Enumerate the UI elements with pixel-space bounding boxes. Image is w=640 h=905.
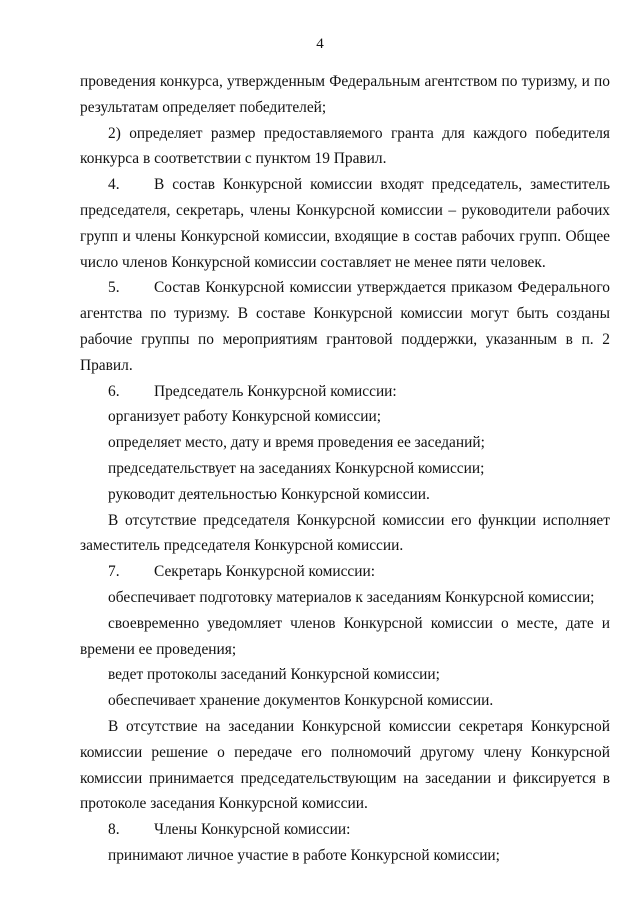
- paragraph-item-5: [80, 275, 610, 378]
- list-item: [80, 404, 610, 430]
- paragraph-text: В отсутствие на заседании Конкурсной комиссии секретаря Конкурсной комиссии решение о передаче его полномочий другому члену Конкурсной комиссии принимается председательствующим на заседании и фиксируется в протоколе заседания Конкурсной комиссии.: [80, 717, 610, 813]
- list-item: [80, 662, 610, 688]
- list-item: [80, 611, 610, 663]
- item-number: 5.: [108, 279, 120, 297]
- paragraph-text: Председатель Конкурсной комиссии:: [154, 382, 397, 400]
- list-item: [80, 843, 610, 869]
- paragraph-text: принимают личное участие в работе Конкурсной комиссии;: [108, 846, 500, 864]
- paragraph-text: определяет место, дату и время проведения ее заседаний;: [108, 434, 485, 452]
- paragraph-item-4: [80, 172, 610, 275]
- list-item: [80, 688, 610, 714]
- paragraph-text: председательствует на заседаниях Конкурсной комиссии;: [108, 459, 485, 477]
- item-number: 6.: [108, 382, 120, 400]
- paragraph: [80, 121, 610, 173]
- paragraph-text: Состав Конкурсной комиссии утверждается приказом Федерального агентства по туризму. В составе Конкурсной комиссии могут быть созданы рабочие группы по мероприятиям грантовой поддержки, указанным в п. 2 Правил.: [80, 279, 610, 374]
- item-number: 8.: [108, 821, 120, 839]
- document-body: [80, 69, 610, 869]
- paragraph-item-7: [80, 559, 610, 585]
- paragraph-text: своевременно уведомляет членов Конкурсной комиссии о месте, дате и времени ее проведения;: [80, 614, 610, 658]
- paragraph-text: В состав Конкурсной комиссии входят председатель, заместитель председателя, секретарь, члены Конкурсной комиссии – руководители рабочих групп и члены Конкурсной комиссии, входящие в состав рабочих групп. Общее число членов Конкурсной комиссии составляет не менее пяти человек.: [80, 176, 610, 271]
- page-number: 4: [316, 36, 324, 52]
- paragraph: [80, 714, 610, 817]
- paragraph-text: обеспечивает подготовку материалов к заседаниям Конкурсной комиссии;: [108, 588, 595, 606]
- paragraph-text: ведет протоколы заседаний Конкурсной комиссии;: [108, 666, 440, 684]
- paragraph: [80, 508, 610, 560]
- paragraph-text: Секретарь Конкурсной комиссии:: [154, 563, 376, 581]
- paragraph: [80, 69, 610, 121]
- paragraph-text: организует работу Конкурсной комиссии;: [108, 408, 381, 426]
- list-item: [80, 585, 610, 611]
- list-item: [80, 482, 610, 508]
- paragraph-item-6: [80, 379, 610, 405]
- paragraph-text: обеспечивает хранение документов Конкурсной комиссии.: [108, 692, 494, 710]
- list-item: [80, 430, 610, 456]
- paragraph-text: В отсутствие председателя Конкурсной комиссии его функции исполняет заместитель председателя Конкурсной комиссии.: [80, 511, 610, 555]
- paragraph-text: проведения конкурса, утвержденным Федеральным агентством по туризму, и по результатам определяет победителей;: [80, 73, 610, 116]
- paragraph-text: руководит деятельностью Конкурсной комиссии.: [108, 485, 430, 503]
- item-number: 7.: [108, 563, 120, 581]
- paragraph-item-8: [80, 817, 610, 843]
- paragraph-text: Члены Конкурсной комиссии:: [154, 821, 351, 839]
- list-item: [80, 456, 610, 482]
- paragraph-text: 2) определяет размер предоставляемого гранта для каждого победителя конкурса в соответствии с пунктом 19 Правил.: [80, 124, 610, 168]
- item-number: 4.: [108, 176, 120, 194]
